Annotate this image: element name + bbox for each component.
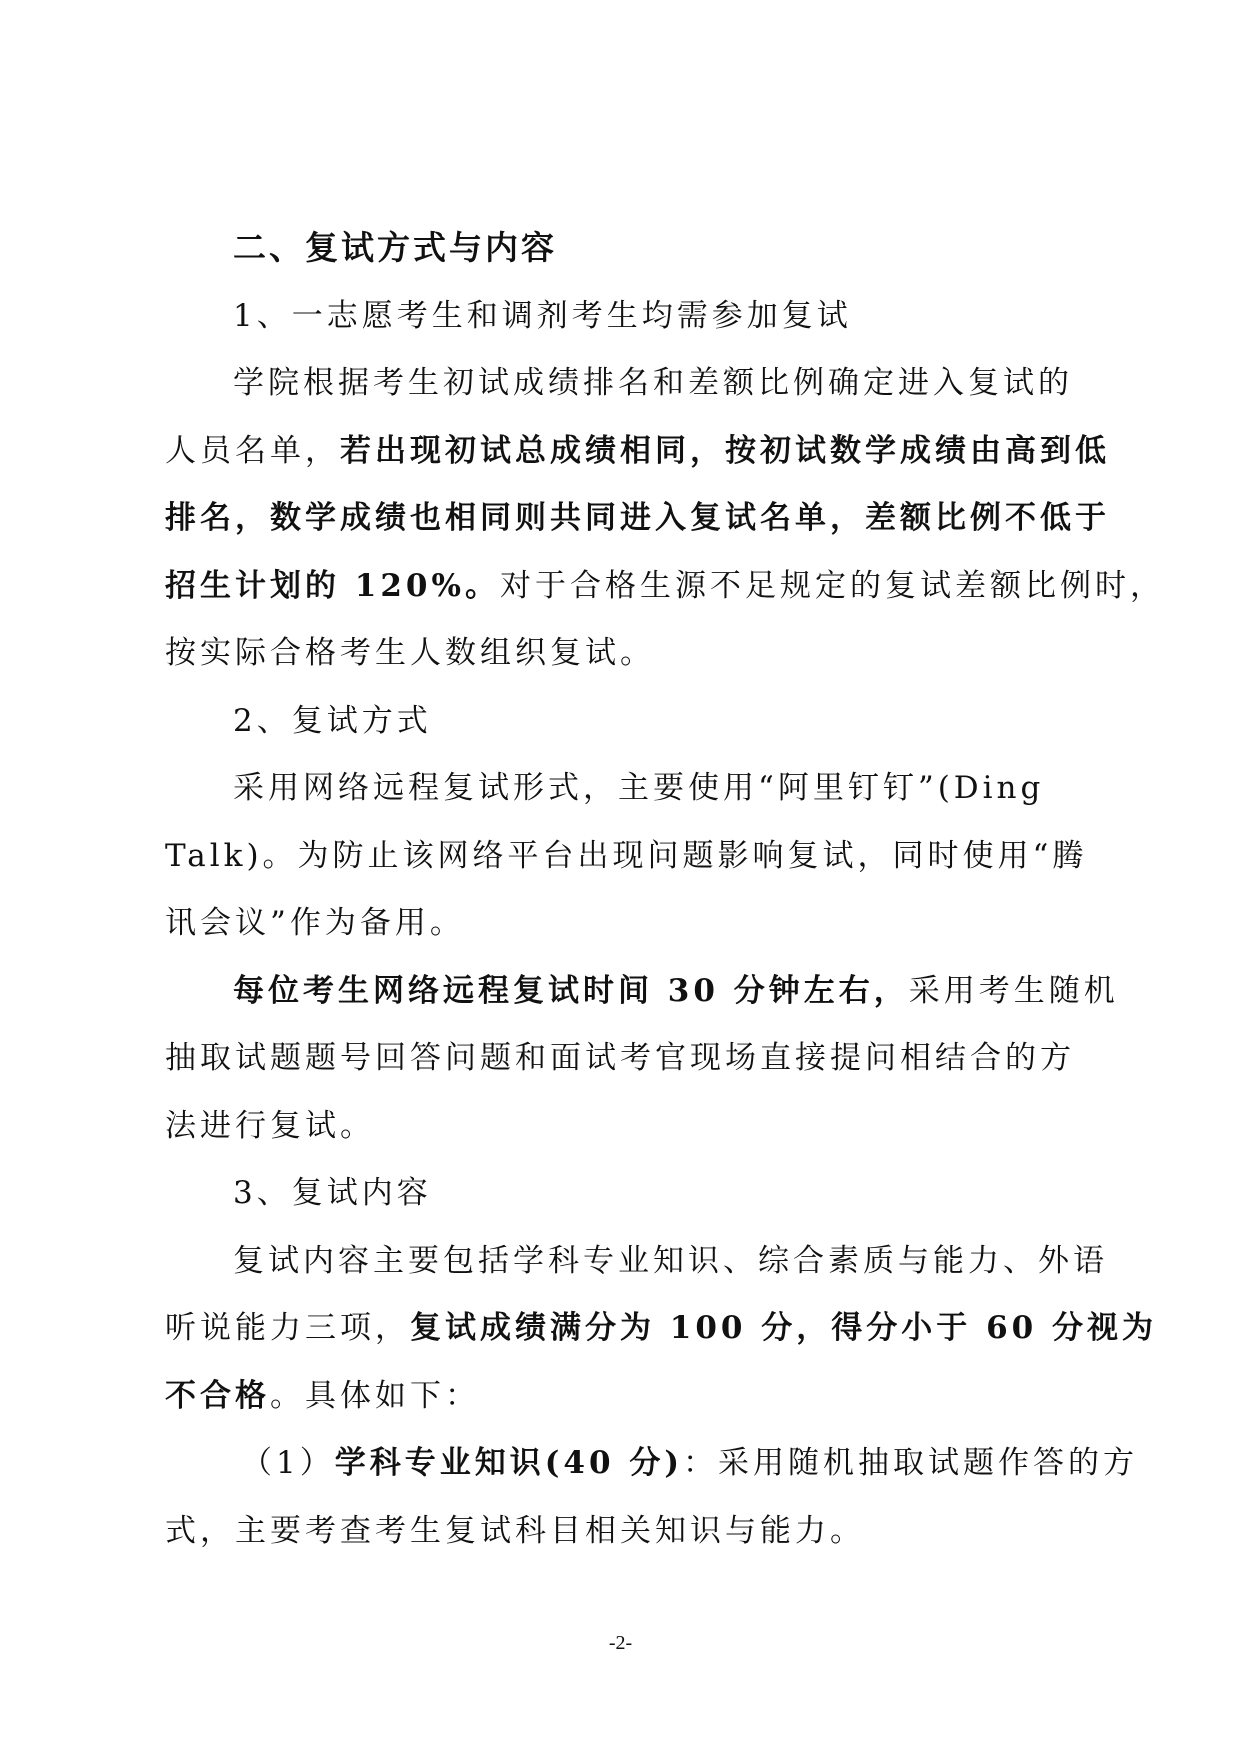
item2-paragraph-line: 抽取试题题号回答问题和面试考官现场直接提问相结合的方	[165, 1040, 1075, 1076]
item2-paragraph-line	[165, 965, 1119, 1033]
bold-text-run: 不合格	[165, 1377, 270, 1414]
item1-paragraph-line: 学院根据考生初试成绩排名和差额比例确定进入复试的	[233, 365, 1073, 401]
item3-paragraph-line: 复试内容主要包括学科专业知识、综合素质与能力、外语	[233, 1242, 1108, 1279]
item1-paragraph-line	[165, 492, 1110, 560]
item2-paragraph-line: 法进行复试。	[165, 1107, 375, 1144]
item2-paragraph-line: 采用网络远程复试形式，主要使用“阿里钉钉”(Ding	[233, 770, 1045, 806]
subitem-number: （1）	[241, 1445, 335, 1481]
item1-title: 1、一志愿考生和调剂考生均需参加复试	[233, 297, 852, 334]
text-run: 对于合格生源不足规定的复试差额比例时，	[499, 567, 1165, 604]
item2-title: 2、复试方式	[233, 702, 432, 739]
bold-text-run: 复试成绩满分为 100 分，得分小于 60 分视为	[410, 1310, 1158, 1346]
section-heading: 二、复试方式与内容	[233, 228, 557, 267]
bold-text-run: 排名，数学成绩也相同则共同进入复试名单，差额比例不低于	[165, 500, 1110, 536]
text-run: 。具体如下：	[270, 1377, 480, 1414]
text-run: 听说能力三项，	[165, 1310, 410, 1346]
item3-title: 3、复试内容	[233, 1175, 432, 1211]
item3-paragraph-line	[165, 1302, 1158, 1370]
text-run: ：采用随机抽取试题作答的方	[683, 1445, 1139, 1481]
item2-paragraph-line: Talk)。为防止该网络平台出现问题影响复试，同时使用“腾	[165, 837, 1088, 874]
item3-subitem-line	[165, 1437, 1139, 1505]
bold-text-run: 每位考生网络远程复试时间 30 分钟左右，	[233, 972, 909, 1009]
bold-text-run: 若出现初试总成绩相同，按初试数学成绩由高到低	[340, 432, 1110, 469]
item1-paragraph-line	[165, 560, 1165, 628]
text-run: 人员名单，	[165, 432, 340, 469]
text-run: 采用考生随机	[908, 972, 1119, 1009]
bold-text-run: 学科专业知识(40 分)	[334, 1445, 684, 1481]
item2-paragraph-line: 讯会议”作为备用。	[165, 905, 465, 941]
item1-paragraph-line: 按实际合格考生人数组织复试。	[165, 635, 655, 671]
item3-subitem-line: 式，主要考查考生复试科目相关知识与能力。	[165, 1512, 865, 1549]
document-body	[165, 222, 1165, 1572]
item1-paragraph-line	[165, 425, 1110, 493]
page-number: -2-	[608, 1632, 633, 1654]
bold-text-run: 招生计划的 120%。	[165, 567, 500, 604]
item3-paragraph-line	[165, 1370, 1055, 1438]
